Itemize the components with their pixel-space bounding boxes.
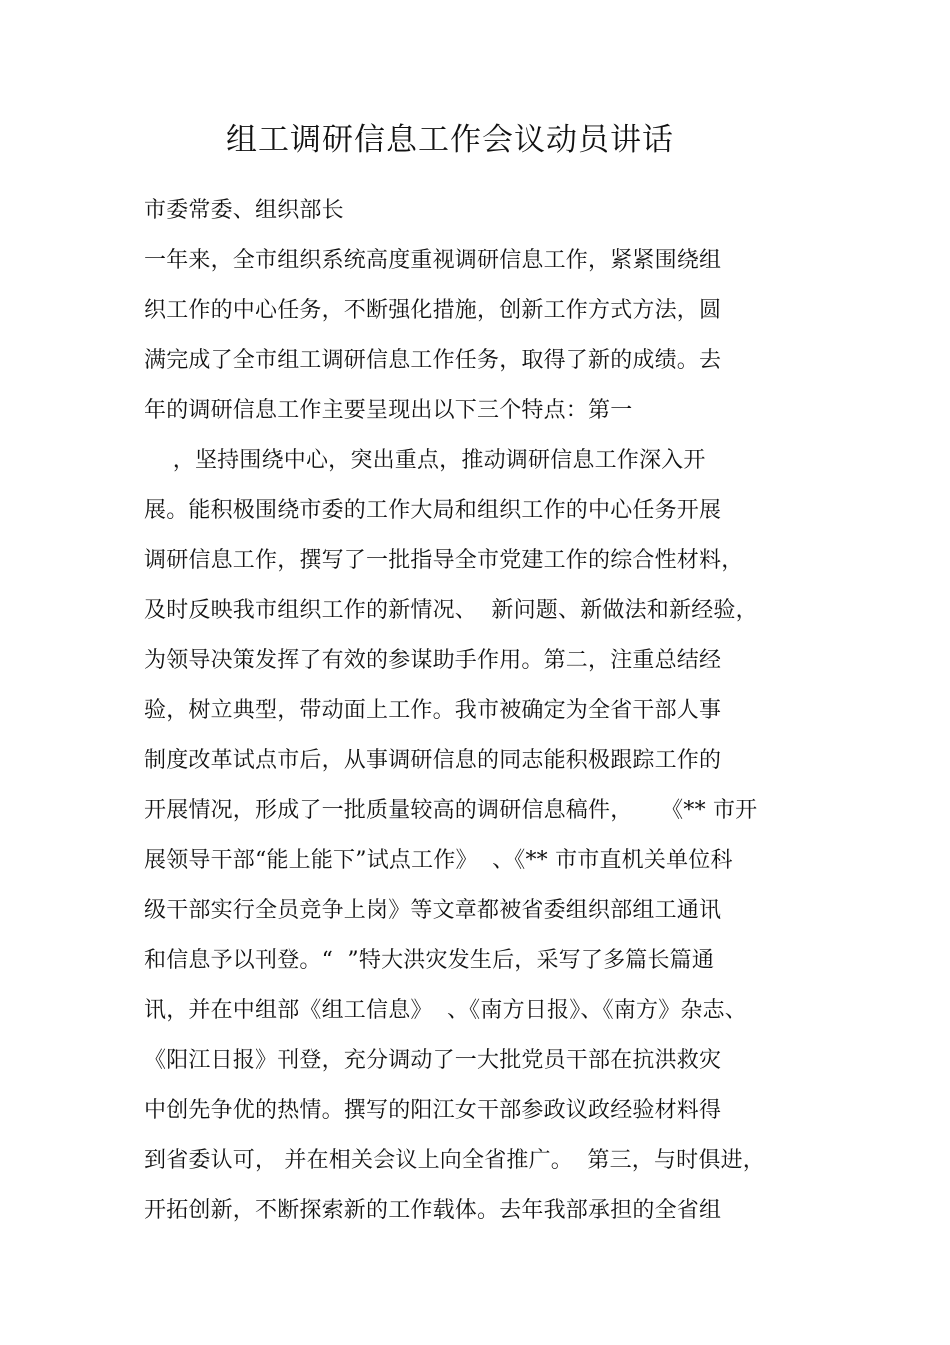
text-line: 到省委认可， 并在相关会议上向全省推广。 第三，与时俱进， <box>144 1148 765 1173</box>
byline: 市委常委、组织部长 <box>144 198 344 223</box>
text-line: 为领导决策发挥了有效的参谋助手作用。第二，注重总结经 <box>144 648 722 673</box>
text-line: 和信息予以刊登。“ ”特大洪灾发生后，采写了多篇长篇通 <box>144 948 715 973</box>
text-line: 中创先争优的热情。撰写的阳江女干部参政议政经验材料得 <box>144 1098 722 1123</box>
text-line: 满完成了全市组工调研信息工作任务，取得了新的成绩。去 <box>144 348 722 373</box>
text-line: 开展情况，形成了一批质量较高的调研信息稿件， 《** 市开 <box>144 798 758 823</box>
text-line: 开拓创新，不断探索新的工作载体。去年我部承担的全省组 <box>144 1198 722 1223</box>
text-line: 及时反映我市组织工作的新情况、 新问题、新做法和新经验， <box>144 598 758 623</box>
text-line: ，坚持围绕中心，突出重点，推动调研信息工作深入开 <box>144 448 706 473</box>
document-title: 组工调研信息工作会议动员讲话 <box>226 122 674 158</box>
text-line: 织工作的中心任务，不断强化措施，创新工作方式方法，圆 <box>144 298 722 323</box>
text-line: 级干部实行全员竞争上岗》等文章都被省委组织部组工通讯 <box>144 898 722 923</box>
text-line: 展领导干部“能上能下”试点工作》 、《** 市市直机关单位科 <box>144 848 733 873</box>
text-line: 展。能积极围绕市委的工作大局和组织工作的中心任务开展 <box>144 498 722 523</box>
text-line: 《阳江日报》刊登，充分调动了一大批党员干部在抗洪救灾 <box>144 1048 722 1073</box>
text-line: 验，树立典型，带动面上工作。我市被确定为全省干部人事 <box>144 698 722 723</box>
document-body <box>144 186 824 1236</box>
text-line: 调研信息工作，撰写了一批指导全市党建工作的综合性材料， <box>144 548 744 573</box>
text-line: 年的调研信息工作主要呈现出以下三个特点：第一 <box>144 398 633 423</box>
text-line: 制度改革试点市后，从事调研信息的同志能积极跟踪工作的 <box>144 748 722 773</box>
text-line: 一年来，全市组织系统高度重视调研信息工作，紧紧围绕组 <box>144 248 722 273</box>
text-line: 讯，并在中组部《组工信息》 、《南方日报》、《南方》杂志、 <box>144 998 747 1023</box>
